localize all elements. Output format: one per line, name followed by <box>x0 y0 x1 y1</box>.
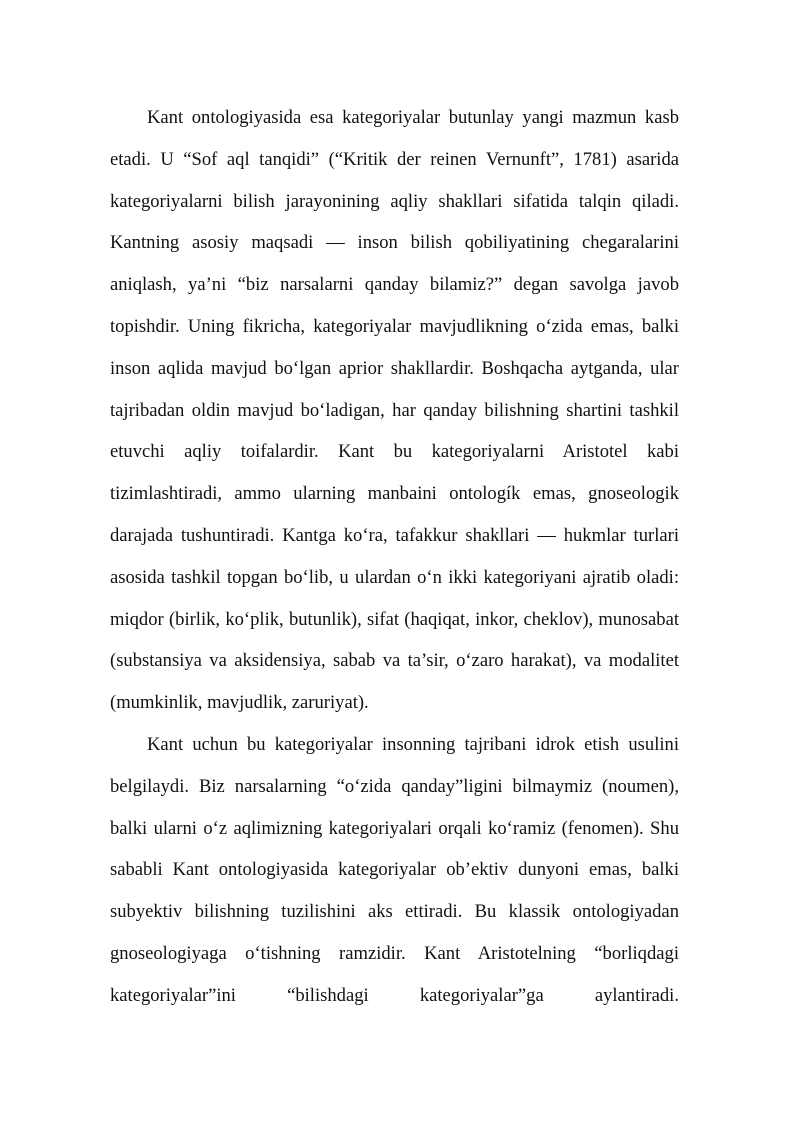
paragraph-1: Kant ontologiyasida esa kategoriyalar butunlay yangi mazmun kasb etadi. U “Sof aql tanqidi” (“Kritik der reinen Vernunft”, 1781) asarida kategoriyalarni bilish jarayonining aqliy shakllari sifatida talqin qiladi. Kantning asosiy maqsadi — inson bilish qobiliyatining chegaralarini aniqlash, ya’ni “biz narsalarni qanday bilamiz?” degan savolga javob topishdir. Uning fikricha, kategoriyalar mavjudlikning o‘zida emas, balki inson aqlida mavjud bo‘lgan aprior shakllardir. Boshqacha aytganda, ular tajribadan oldin mavjud bo‘ladigan, har qanday bilishning shartini tashkil etuvchi aqliy toifalardir. Kant bu kategoriyalarni Aristotel kabi tizimlashtiradi, ammo ularning manbaini ontologík emas, gnoseologik darajada tushuntiradi. Kantga ko‘ra, tafakkur shakllari — hukmlar turlari asosida tashkil topgan bo‘lib, u ulardan o‘n ikki kategoriyani ajratib oladi: miqdor (birlik, ko‘plik, butunlik), sifat (haqiqat, inkor, cheklov), munosabat (substansiya va aksidensiya, sabab va ta’sir, o‘zaro harakat), va modalitet (mumkinlik, mavjudlik, zaruriyat). <box>110 107 679 714</box>
paragraph-2: Kant uchun bu kategoriyalar insonning tajribani idrok etish usulini belgilaydi. Biz narsalarning “o‘zida qanday”ligini bilmaymiz (noumen), balki ularni o‘z aqlimizning kategoriyalari orqali ko‘ramiz (fenomen). Shu sababli Kant ontologiyasida kategoriyalar ob’ektiv dunyoni emas, balki subyektiv bilishning tuzilishini aks ettiradi. Bu klassik ontologiyadan gnoseologiyaga o‘tishning ramzidir. Kant Aristotelning “borliqdagi kategoriyalar”ini “bilishdagi kategoriyalar”ga aylantiradi. <box>110 733 679 1006</box>
document-body <box>110 97 679 1017</box>
